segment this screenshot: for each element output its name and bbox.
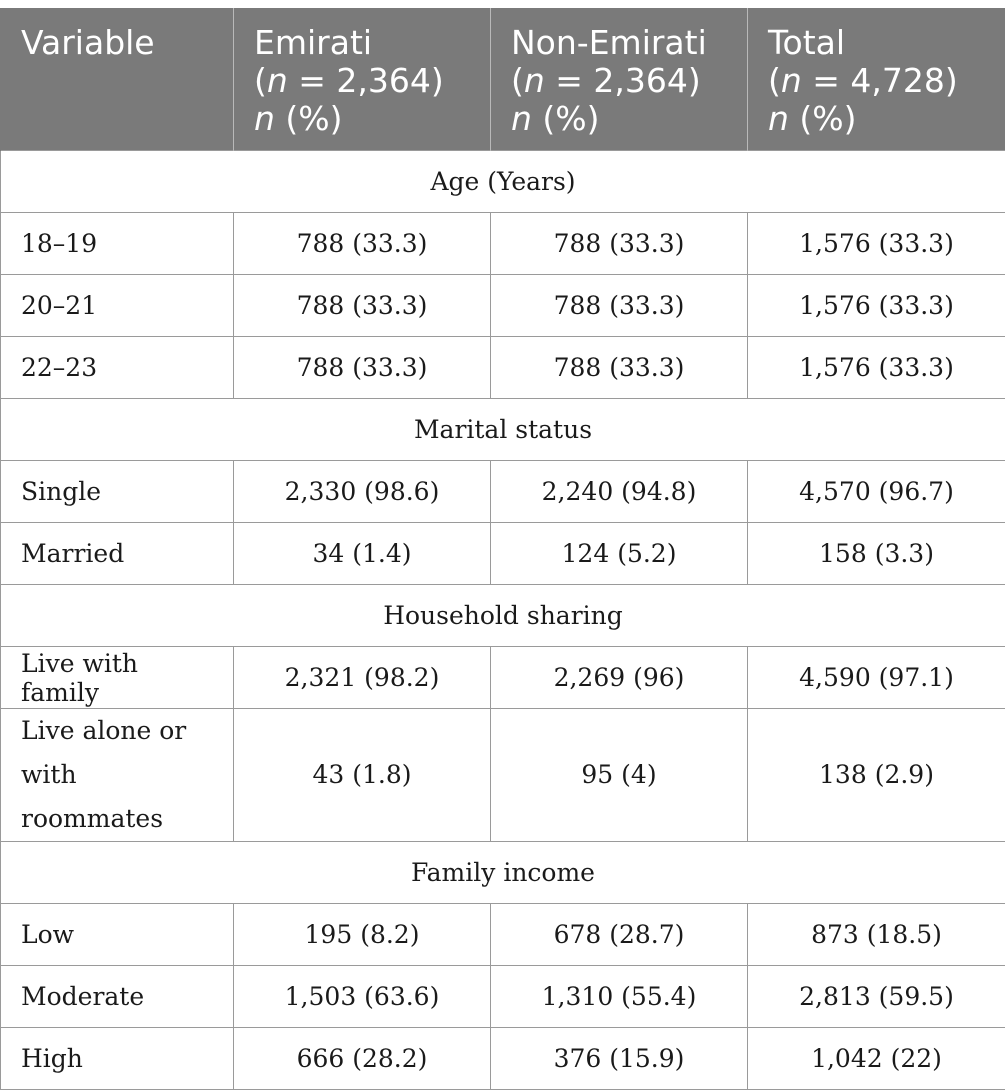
cell-total: 1,576 (33.3): [748, 213, 1005, 275]
row-label-line1: Live alone or: [21, 716, 186, 745]
cell-non-emirati: 788 (33.3): [491, 337, 748, 399]
header-total-count: (n = 4,728): [768, 62, 985, 100]
row-label: Moderate: [1, 966, 234, 1028]
cell-non-emirati: 95 (4): [491, 709, 748, 842]
cell-total: 1,576 (33.3): [748, 275, 1005, 337]
header-total-unit: n (%): [768, 100, 985, 138]
cell-total: 2,813 (59.5): [748, 966, 1005, 1028]
cell-total: 873 (18.5): [748, 904, 1005, 966]
table-row: [1, 1028, 1005, 1090]
table-row: [1, 647, 1005, 709]
row-label: High: [1, 1028, 234, 1090]
section-title: Marital status: [1, 399, 1005, 461]
cell-non-emirati: 788 (33.3): [491, 275, 748, 337]
cell-emirati: 195 (8.2): [234, 904, 491, 966]
cell-non-emirati: 1,310 (55.4): [491, 966, 748, 1028]
header-non-emirati-label: Non-Emirati: [511, 24, 727, 62]
header-total: [748, 8, 1005, 151]
table-row: [1, 966, 1005, 1028]
table-row: [1, 275, 1005, 337]
top-margin: [0, 0, 1005, 8]
section-title: Age (Years): [1, 151, 1005, 213]
table-row: [1, 213, 1005, 275]
cell-total: 4,590 (97.1): [748, 647, 1005, 709]
table-row: [1, 337, 1005, 399]
header-emirati-count: (n = 2,364): [254, 62, 470, 100]
cell-emirati: 43 (1.8): [234, 709, 491, 842]
section-row-household: [1, 585, 1005, 647]
header-emirati-unit: n (%): [254, 100, 470, 138]
row-label: 22–23: [1, 337, 234, 399]
cell-total: 158 (3.3): [748, 523, 1005, 585]
cell-total: 4,570 (96.7): [748, 461, 1005, 523]
section-row-age: [1, 151, 1005, 213]
cell-emirati: 788 (33.3): [234, 337, 491, 399]
cell-emirati: 788 (33.3): [234, 213, 491, 275]
header-emirati: [234, 8, 491, 151]
row-label: Low: [1, 904, 234, 966]
row-label: [1, 709, 234, 842]
section-title: Household sharing: [1, 585, 1005, 647]
cell-non-emirati: 124 (5.2): [491, 523, 748, 585]
cell-non-emirati: 376 (15.9): [491, 1028, 748, 1090]
demographics-table: [0, 8, 1005, 1090]
header-row: [1, 8, 1005, 151]
cell-non-emirati: 788 (33.3): [491, 213, 748, 275]
cell-total: 1,042 (22): [748, 1028, 1005, 1090]
cell-non-emirati: 2,269 (96): [491, 647, 748, 709]
row-label: 20–21: [1, 275, 234, 337]
table-row: [1, 904, 1005, 966]
table-row: [1, 523, 1005, 585]
header-emirati-label: Emirati: [254, 24, 470, 62]
header-variable: [1, 8, 234, 151]
row-label: Single: [1, 461, 234, 523]
table-row: [1, 461, 1005, 523]
header-variable-label: Variable: [21, 24, 213, 62]
row-label-line2: with roommates: [21, 760, 163, 833]
header-non-emirati: [491, 8, 748, 151]
cell-emirati: 34 (1.4): [234, 523, 491, 585]
cell-emirati: 2,330 (98.6): [234, 461, 491, 523]
row-label: Married: [1, 523, 234, 585]
header-total-label: Total: [768, 24, 985, 62]
section-title: Family income: [1, 842, 1005, 904]
section-row-marital: [1, 399, 1005, 461]
header-non-emirati-count: (n = 2,364): [511, 62, 727, 100]
cell-emirati: 788 (33.3): [234, 275, 491, 337]
section-row-income: [1, 842, 1005, 904]
row-label: 18–19: [1, 213, 234, 275]
row-label: Live with family: [1, 647, 234, 709]
cell-non-emirati: 678 (28.7): [491, 904, 748, 966]
header-non-emirati-unit: n (%): [511, 100, 727, 138]
cell-non-emirati: 2,240 (94.8): [491, 461, 748, 523]
cell-emirati: 666 (28.2): [234, 1028, 491, 1090]
cell-emirati: 2,321 (98.2): [234, 647, 491, 709]
table-row: [1, 709, 1005, 842]
cell-emirati: 1,503 (63.6): [234, 966, 491, 1028]
cell-total: 1,576 (33.3): [748, 337, 1005, 399]
cell-total: 138 (2.9): [748, 709, 1005, 842]
